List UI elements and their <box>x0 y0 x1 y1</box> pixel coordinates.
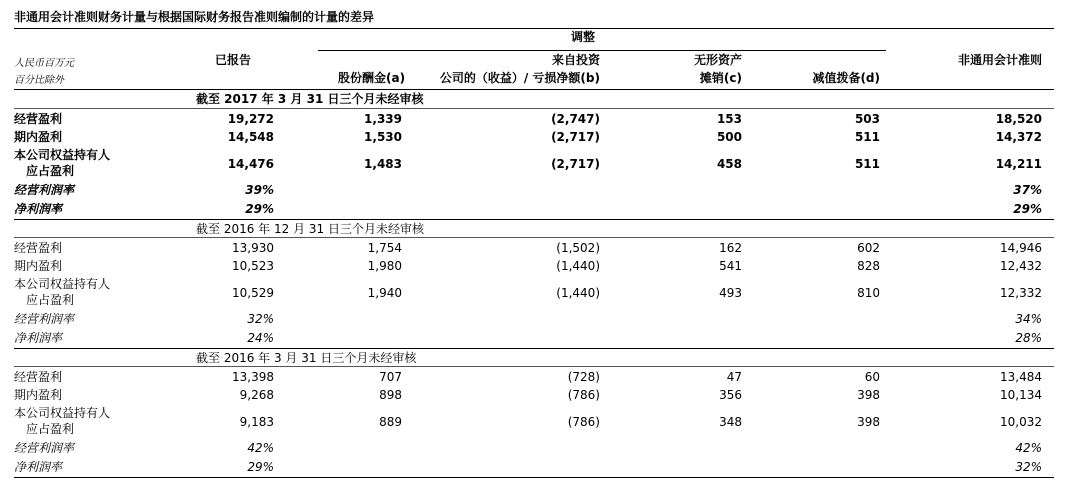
impairment-header: 减值拨备(d) <box>812 71 880 85</box>
amortisation-value: 541 <box>719 259 742 273</box>
row-label: 期内盈利 <box>14 259 63 273</box>
non-gaap-header: 非通用会计准则 <box>957 53 1042 67</box>
amortisation-value: 348 <box>719 415 742 429</box>
impairment-value: 828 <box>857 259 880 273</box>
amortisation-value: 47 <box>726 370 742 384</box>
row-label: 期内盈利 <box>14 388 63 402</box>
reported-value: 10,523 <box>232 259 274 273</box>
amortisation-value: 356 <box>719 388 742 402</box>
reported-margin: 32% <box>247 312 274 326</box>
reported-value: 14,476 <box>227 157 274 171</box>
non-gaap-margin: 29% <box>1013 202 1042 216</box>
non-gaap-margin: 37% <box>1013 183 1042 197</box>
non-gaap-value: 10,134 <box>1000 388 1042 402</box>
amortisation-value: 493 <box>719 286 742 300</box>
row-label: 经营盈利 <box>14 241 63 255</box>
sbc-value: 889 <box>379 415 402 429</box>
sbc-header: 股份酬金(a) <box>338 71 406 85</box>
amortisation-value: 458 <box>716 157 742 171</box>
row-label-line-2: 应占盈利 <box>26 422 75 436</box>
non-gaap-value: 14,946 <box>1000 241 1042 255</box>
row-label: 本公司权益持有人 <box>14 148 111 162</box>
period-label: 截至 2016 年 12 月 31 日三个月未经审核 <box>196 222 424 236</box>
non-gaap-value: 13,484 <box>1000 370 1042 384</box>
impairment-value: 60 <box>864 370 880 384</box>
adjustments-rule <box>318 50 886 51</box>
row-label: 本公司权益持有人 <box>14 406 111 420</box>
amortisation-header-line-2: 摊销(c) <box>699 71 742 85</box>
sbc-value: 1,980 <box>367 259 402 273</box>
investee-header-line-2: 公司的（收益）/ 亏损净额(b) <box>439 71 600 85</box>
unit-line-2: 百分比除外 <box>14 75 64 86</box>
reported-header: 已报告 <box>215 53 252 67</box>
amortisation-value: 153 <box>716 112 742 126</box>
non-gaap-value: 12,332 <box>1000 286 1042 300</box>
amortisation-value: 500 <box>716 130 742 144</box>
row-label-line-2: 应占盈利 <box>26 293 75 307</box>
sbc-value: 1,530 <box>364 130 402 144</box>
reported-margin: 29% <box>245 202 274 216</box>
reported-margin: 39% <box>245 183 274 197</box>
reported-value: 9,183 <box>239 415 274 429</box>
impairment-value: 511 <box>854 130 880 144</box>
period-label: 截至 2017 年 3 月 31 日三个月未经审核 <box>196 92 424 106</box>
reported-value: 10,529 <box>232 286 274 300</box>
reported-value: 13,398 <box>232 370 274 384</box>
reported-margin: 29% <box>247 460 274 474</box>
margin-label: 净利润率 <box>14 202 63 216</box>
section-rule <box>14 366 1054 367</box>
sbc-value: 1,754 <box>367 241 402 255</box>
reported-margin: 42% <box>247 441 274 455</box>
section-rule <box>14 89 1054 90</box>
impairment-value: 602 <box>857 241 880 255</box>
reported-value: 14,548 <box>227 130 274 144</box>
non-gaap-value: 18,520 <box>995 112 1042 126</box>
row-label: 经营盈利 <box>14 112 63 126</box>
section-rule <box>14 348 1054 349</box>
non-gaap-margin: 32% <box>1015 460 1042 474</box>
sbc-value: 1,940 <box>367 286 402 300</box>
period-label: 截至 2016 年 3 月 31 日三个月未经审核 <box>196 351 417 365</box>
row-label-line-2: 应占盈利 <box>26 164 75 178</box>
amortisation-value: 162 <box>719 241 742 255</box>
sbc-value: 898 <box>379 388 402 402</box>
row-label: 经营盈利 <box>14 370 63 384</box>
non-gaap-value: 14,211 <box>995 157 1042 171</box>
adjustments-header: 调整 <box>571 30 596 44</box>
amortisation-header-line-1: 无形资产 <box>693 53 742 67</box>
non-gaap-margin: 28% <box>1015 331 1042 345</box>
non-gaap-value: 10,032 <box>1000 415 1042 429</box>
investee-value: (2,717) <box>551 130 600 144</box>
margin-label: 经营利润率 <box>14 312 75 326</box>
non-gaap-value: 12,432 <box>1000 259 1042 273</box>
impairment-value: 503 <box>854 112 880 126</box>
investee-value: (728) <box>567 370 600 384</box>
impairment-value: 398 <box>857 388 880 402</box>
non-gaap-margin: 42% <box>1015 441 1042 455</box>
sbc-value: 1,339 <box>364 112 402 126</box>
non-gaap-value: 14,372 <box>995 130 1042 144</box>
reported-margin: 24% <box>247 331 274 345</box>
impairment-value: 511 <box>854 157 880 171</box>
reported-value: 13,930 <box>232 241 274 255</box>
reported-value: 19,272 <box>227 112 274 126</box>
margin-label: 净利润率 <box>14 460 63 474</box>
table-title: 非通用会计准则财务计量与根据国际财务报告准则编制的计量的差异 <box>14 10 375 24</box>
investee-value: (786) <box>567 388 600 402</box>
top-rule <box>14 28 1054 29</box>
investee-value: (2,747) <box>551 112 600 126</box>
investee-value: (1,440) <box>556 286 600 300</box>
margin-label: 净利润率 <box>14 331 63 345</box>
margin-label: 经营利润率 <box>14 441 75 455</box>
sbc-value: 1,483 <box>364 157 402 171</box>
investee-value: (2,717) <box>551 157 600 171</box>
section-rule <box>14 237 1054 238</box>
impairment-value: 810 <box>857 286 880 300</box>
investee-value: (786) <box>567 415 600 429</box>
unit-line-1: 人民币百万元 <box>14 58 74 69</box>
section-rule <box>14 108 1054 109</box>
impairment-value: 398 <box>857 415 880 429</box>
row-label: 期内盈利 <box>14 130 63 144</box>
bottom-rule <box>14 477 1054 478</box>
reported-value: 9,268 <box>239 388 274 402</box>
sbc-value: 707 <box>379 370 402 384</box>
margin-label: 经营利润率 <box>14 183 75 197</box>
investee-header-line-1: 来自投资 <box>551 53 600 67</box>
non-gaap-margin: 34% <box>1015 312 1042 326</box>
investee-value: (1,440) <box>556 259 600 273</box>
section-rule <box>14 219 1054 220</box>
row-label: 本公司权益持有人 <box>14 277 111 291</box>
investee-value: (1,502) <box>556 241 600 255</box>
